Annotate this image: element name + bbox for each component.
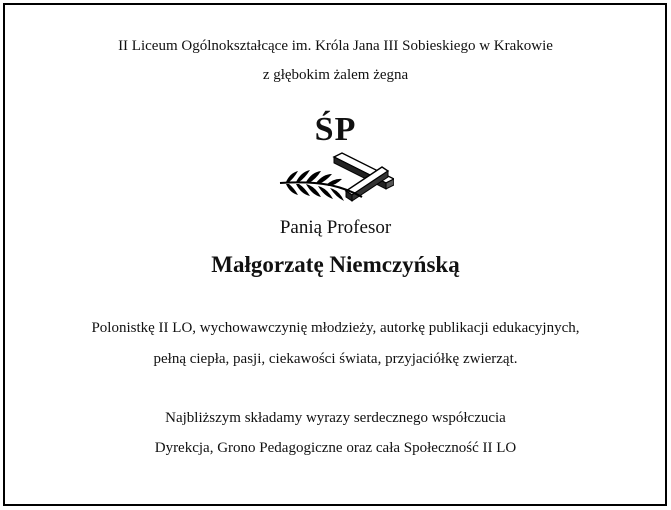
description-line-1: Polonistkę II LO, wychowawczynię młodzieży, autorkę publikacji edukacyjnych, (91, 320, 580, 336)
description-line-2: pełną ciepła, pasji, ciekawości świata, przyjaciółkę zwierząt. (153, 351, 518, 367)
honorific-title: Panią Profesor (279, 217, 392, 238)
school-name: II Liceum Ogólnokształcące im. Króla Jana III Sobieskiego w Krakowie (118, 38, 553, 54)
signature-text: Dyrekcja, Grono Pedagogiczne oraz cała Społeczność II LO (154, 440, 517, 456)
condolences-text: Najbliższym składamy wyrazy serdecznego współczucia (165, 410, 506, 426)
farewell-text: z głębokim żalem żegna (262, 67, 409, 83)
sp-abbreviation: ŚP (314, 111, 357, 148)
cross-with-palm-branch-icon (278, 151, 394, 207)
deceased-name: Małgorzatę Niemczyńską (211, 252, 460, 277)
